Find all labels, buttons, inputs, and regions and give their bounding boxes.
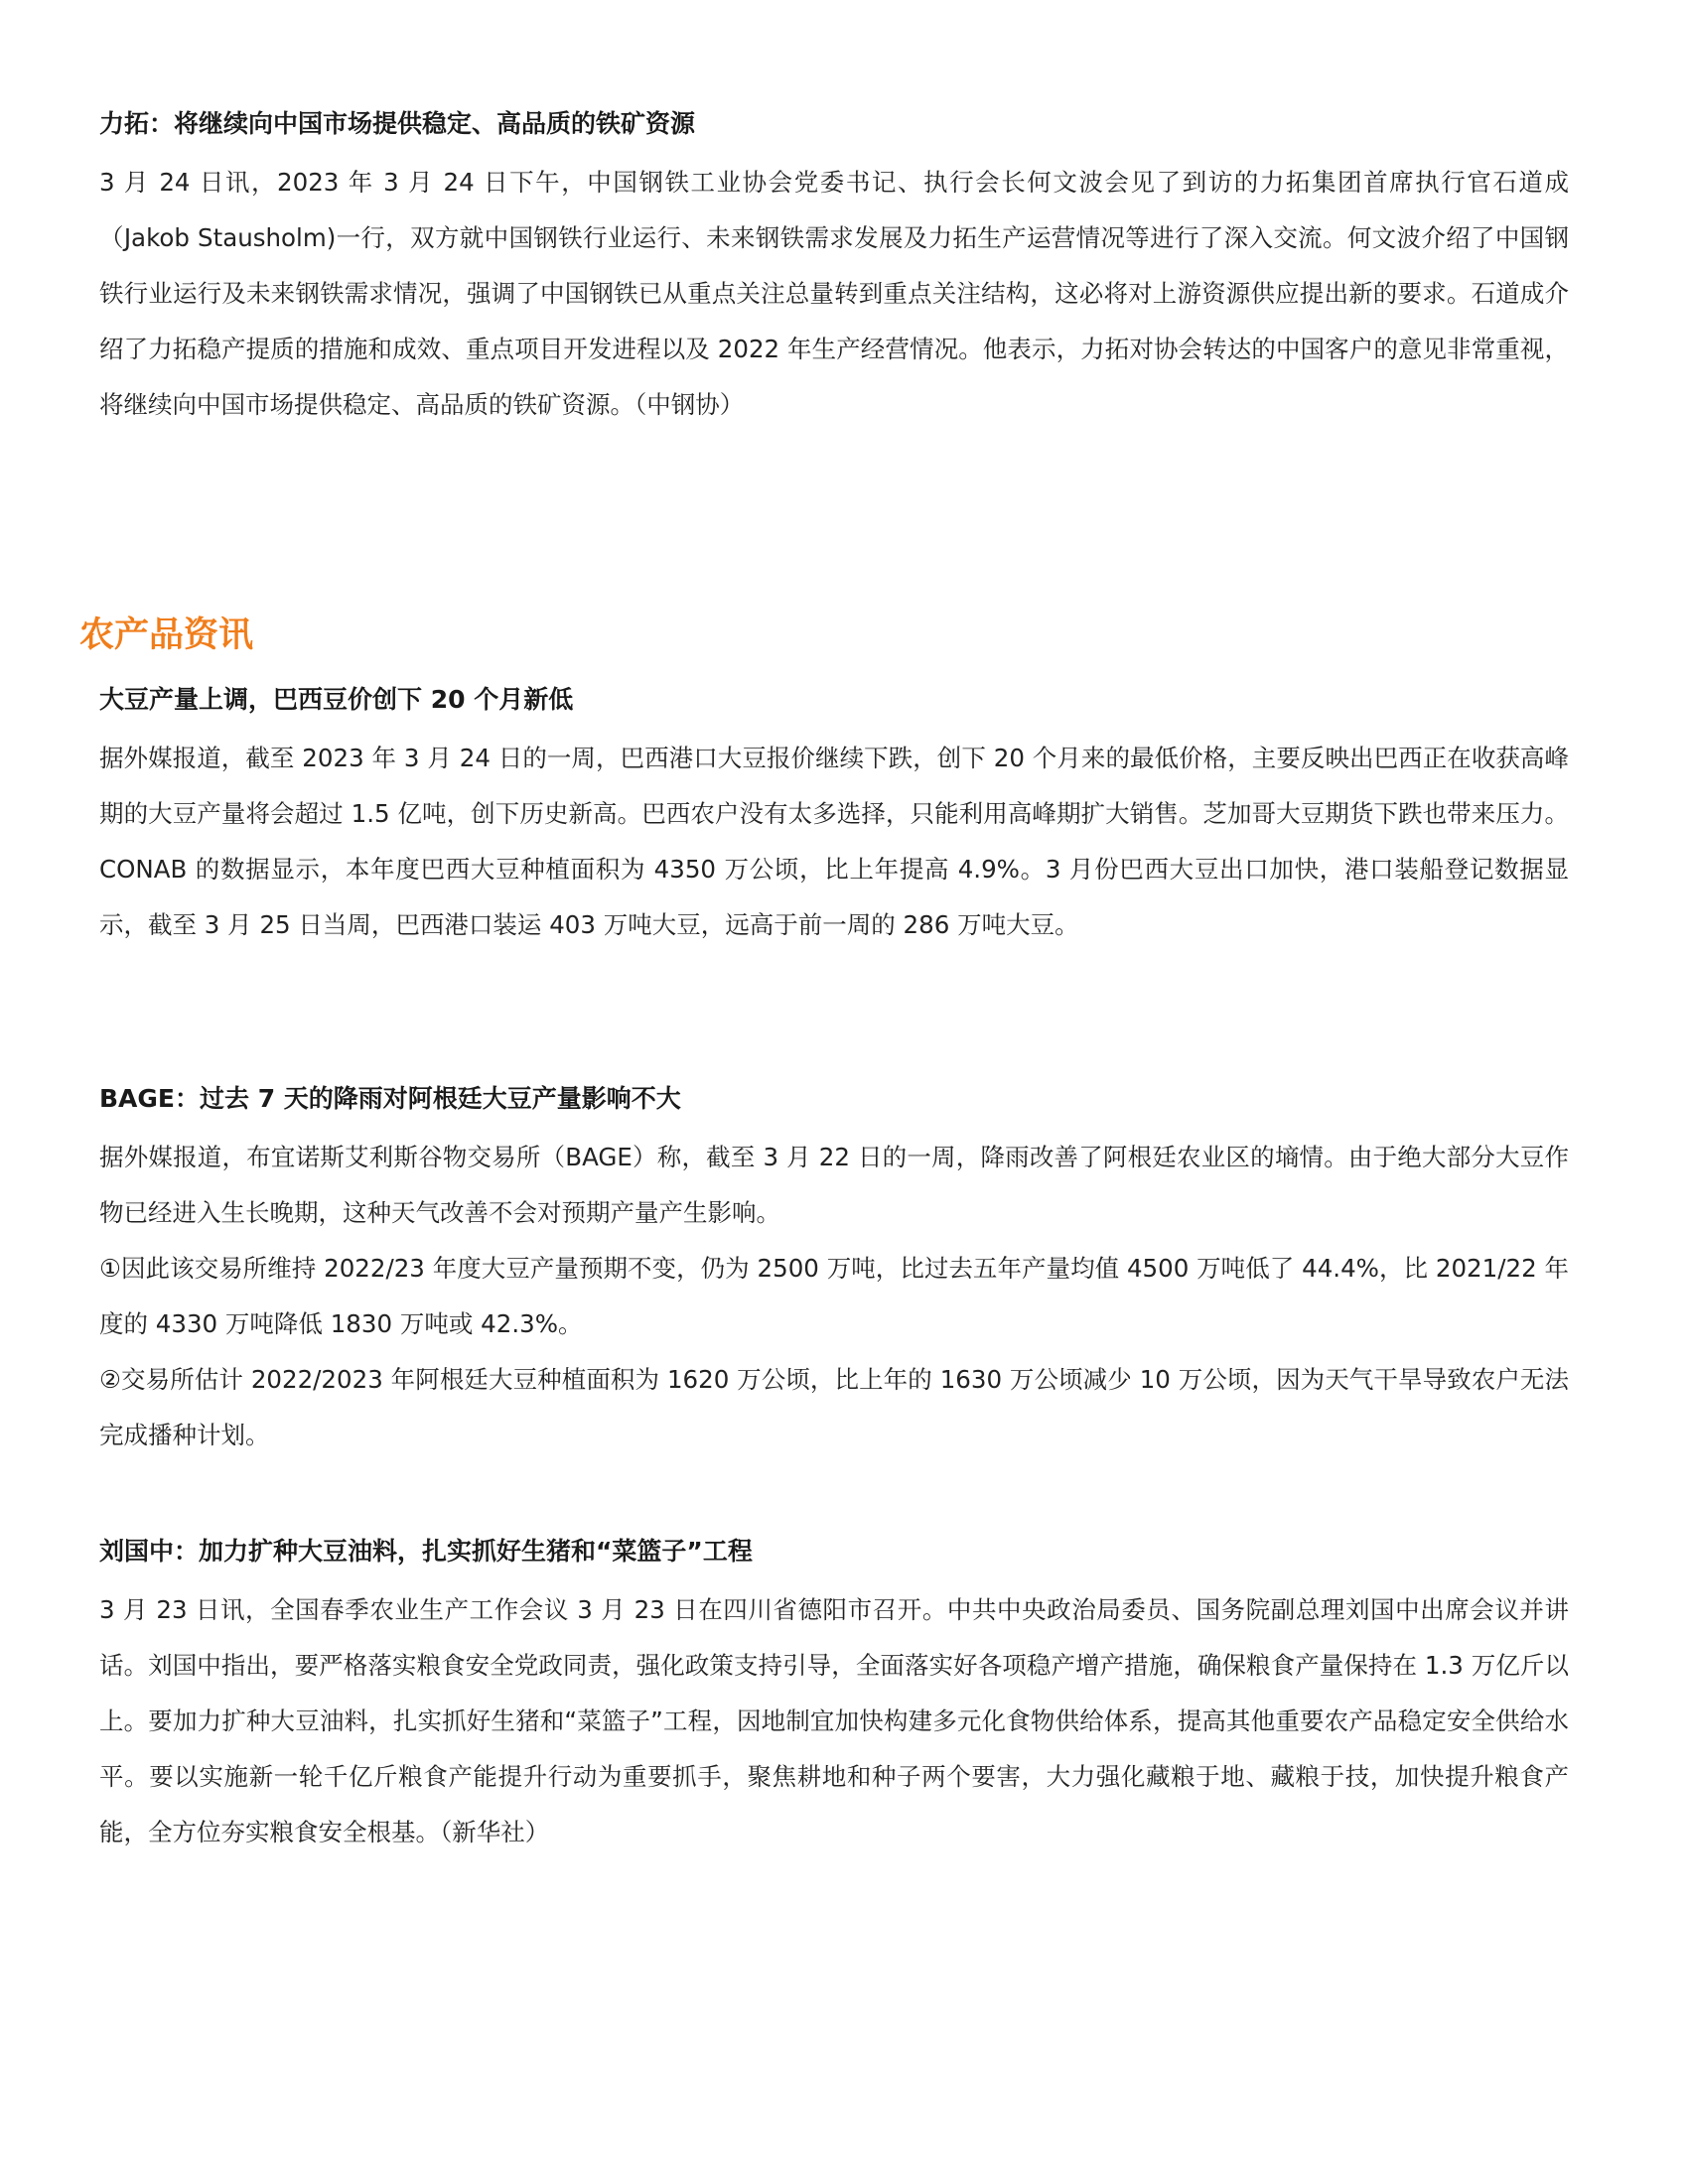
article-paragraph: 3 月 24 日讯，2023 年 3 月 24 日下午，中国钢铁工业协会党委书记、执行会长何文波会见了到访的力拓集团首席执行官石道成（Jakob Stausholm)一行，双方就中国钢铁行业运行、未来钢铁需求发展及力拓生产运营情况等进行了深入交流。何文波介绍了中国钢铁行业运行及未来钢铁需求情况，强调了中国钢铁已从重点关注总量转到重点关注结构，这必将对上游资源供应提出新的要求。石道成介绍了力拓稳产提质的措施和成效、重点项目开发进程以及 2022 年生产经营情况。他表示，力拓对协会转达的中国客户的意见非常重视，将继续向中国市场提供稳定、高品质的铁矿资源。（中钢协）	[99, 168, 1569, 419]
article-title: 刘国中：加力扩种大豆油料，扎实抓好生猪和“菜篮子”工程	[99, 1537, 753, 1566]
article-liu-guozhong	[99, 1535, 1569, 1860]
article-bage-argentina	[99, 1082, 1569, 1463]
article-paragraph: 据外媒报道，布宜诺斯艾利斯谷物交易所（BAGE）称，截至 3 月 22 日的一周，降雨改善了阿根廷农业区的墒情。由于绝大部分大豆作物已经进入生长晚期，这种天气改善不会对预期产量产生影响。	[99, 1143, 1569, 1227]
article-rio-tinto	[99, 107, 1569, 433]
article-title: BAGE：过去 7 天的降雨对阿根廷大豆产量影响不大	[99, 1084, 681, 1113]
section-heading: 农产品资讯	[79, 615, 254, 655]
article-title: 力拓：将继续向中国市场提供稳定、高品质的铁矿资源	[99, 109, 696, 138]
article-paragraph: ②交易所估计 2022/2023 年阿根廷大豆种植面积为 1620 万公顷，比上年的 1630 万公顷减少 10 万公顷，因为天气干旱导致农户无法完成播种计划。	[99, 1365, 1569, 1449]
article-brazil-soybean	[99, 683, 1569, 953]
article-paragraph: ①因此该交易所维持 2022/23 年度大豆产量预期不变，仍为 2500 万吨，比过去五年产量均值 4500 万吨低了 44.4%，比 2021/22 年度的 4330 万吨降低 1830 万吨或 42.3%。	[99, 1254, 1569, 1338]
article-title: 大豆产量上调，巴西豆价创下 20 个月新低	[99, 685, 574, 714]
article-paragraph: 3 月 23 日讯，全国春季农业生产工作会议 3 月 23 日在四川省德阳市召开。中共中央政治局委员、国务院副总理刘国中出席会议并讲话。刘国中指出，要严格落实粮食安全党政同责，强化政策支持引导，全面落实好各项稳产增产措施，确保粮食产量保持在 1.3 万亿斤以上。要加力扩种大豆油料，扎实抓好生猪和“菜篮子”工程，因地制宜加快构建多元化食物供给体系，提高其他重要农产品稳定安全供给水平。要以实施新一轮千亿斤粮食产能提升行动为重要抓手，聚焦耕地和种子两个要害，大力强化藏粮于地、藏粮于技，加快提升粮食产能，全方位夯实粮食安全根基。（新华社）	[99, 1595, 1569, 1846]
article-paragraph: 据外媒报道，截至 2023 年 3 月 24 日的一周，巴西港口大豆报价继续下跌，创下 20 个月来的最低价格，主要反映出巴西正在收获高峰期的大豆产量将会超过 1.5 亿吨，创下历史新高。巴西农户没有太多选择，只能利用高峰期扩大销售。芝加哥大豆期货下跌也带来压力。CONAB 的数据显示，本年度巴西大豆种植面积为 4350 万公顷，比上年提高 4.9%。3 月份巴西大豆出口加快，港口装船登记数据显示，截至 3 月 25 日当周，巴西港口装运 403 万吨大豆，远高于前一周的 286 万吨大豆。	[99, 744, 1569, 939]
